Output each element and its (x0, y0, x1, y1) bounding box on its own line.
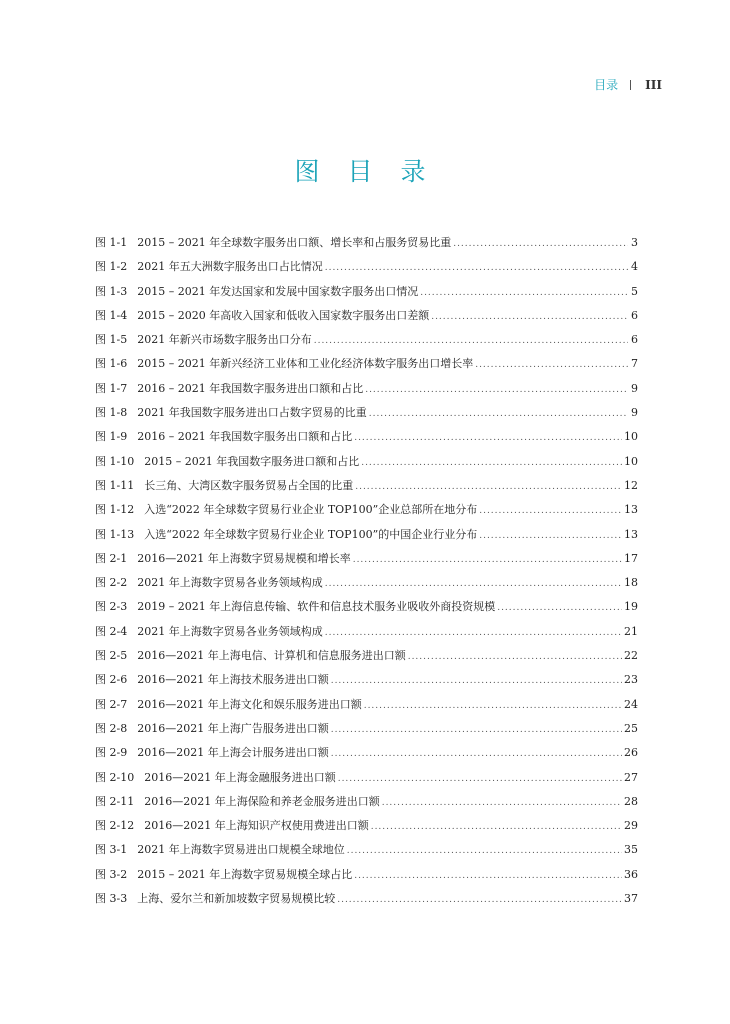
figure-title: 2015 – 2021 年上海数字贸易规模全球占比 (137, 867, 353, 881)
toc-entry[interactable] (95, 693, 638, 717)
toc-entry[interactable] (95, 547, 638, 571)
dot-leader (338, 767, 622, 791)
toc-entry[interactable] (95, 523, 638, 547)
dot-leader (331, 669, 622, 693)
figure-label: 图 1-1 (95, 236, 128, 249)
figure-title: 2016—2021 年上海文化和娱乐服务进出口额 (137, 697, 362, 711)
figure-page-number: 7 (631, 357, 638, 371)
figure-label: 图 3-1 (95, 843, 128, 857)
toc-entry[interactable] (95, 401, 638, 425)
toc-entry[interactable] (95, 863, 638, 887)
figure-page-number: 29 (624, 819, 638, 833)
figure-label: 图 3-3 (95, 892, 128, 906)
figure-page-number: 6 (631, 308, 638, 322)
figure-page-number: 23 (624, 673, 638, 687)
figure-label: 图 2-12 (95, 819, 135, 833)
figure-page-number: 4 (631, 260, 638, 274)
toc-entry[interactable] (95, 571, 638, 595)
figure-label: 图 2-11 (95, 794, 135, 808)
figure-page-number: 13 (624, 503, 638, 517)
figure-page-number: 12 (624, 478, 638, 492)
toc-entry[interactable] (95, 255, 638, 279)
figure-title: 2016—2021 年上海广告服务进出口额 (137, 721, 329, 735)
figure-page-number: 13 (624, 527, 638, 541)
figure-label: 图 2-10 (95, 770, 135, 784)
toc-entry[interactable] (95, 377, 638, 401)
figure-page-number: 10 (624, 430, 638, 444)
figure-label: 图 2-8 (95, 721, 128, 735)
dot-leader (431, 305, 628, 329)
header-separator (630, 80, 631, 90)
figure-page-number: 35 (624, 843, 638, 857)
dot-leader (347, 839, 622, 863)
figure-label: 图 1-9 (95, 430, 128, 444)
figure-page-number: 24 (624, 697, 638, 711)
toc-entry[interactable] (95, 790, 638, 814)
figure-label: 图 1-12 (95, 503, 135, 517)
toc-entry[interactable] (95, 741, 638, 765)
figure-label: 图 2-5 (95, 649, 128, 663)
figure-title: 2015 – 2021 年发达国家和发展中国家数字服务出口情况 (137, 284, 419, 298)
figure-label: 图 2-3 (95, 600, 128, 614)
figure-title: 2016—2021 年上海电信、计算机和信息服务进出口额 (137, 649, 406, 663)
figure-label: 图 1-6 (95, 357, 128, 371)
toc-entry[interactable] (95, 668, 638, 692)
figure-label: 图 1-7 (95, 381, 128, 395)
figure-title: 2021 年上海数字贸易各业务领域构成 (137, 624, 323, 638)
figure-title: 2021 年五大洲数字服务出口占比情况 (137, 260, 323, 274)
figure-label: 图 2-7 (95, 697, 128, 711)
figure-page-number: 36 (624, 867, 638, 881)
dot-leader (479, 524, 622, 548)
figure-label: 图 1-2 (95, 260, 128, 274)
figure-page-number: 28 (624, 794, 638, 808)
toc-entry[interactable] (95, 231, 638, 255)
dot-leader (337, 888, 622, 912)
figure-title: 2016—2021 年上海数字贸易规模和增长率 (137, 551, 351, 565)
toc-entry[interactable] (95, 838, 638, 862)
figure-label: 图 1-5 (95, 333, 128, 347)
figure-page-number: 9 (631, 406, 638, 420)
figure-page-number: 27 (624, 770, 638, 784)
figure-label: 图 1-11 (95, 478, 135, 492)
toc-entry[interactable] (95, 814, 638, 838)
toc-entry[interactable] (95, 474, 638, 498)
figure-label: 图 2-6 (95, 673, 128, 687)
figure-title: 2016—2021 年上海知识产权使用费进出口额 (144, 819, 369, 833)
page-title: 图 目 录 (294, 157, 436, 186)
figure-title: 2019 – 2021 年上海信息传输、软件和信息技术服务业吸收外商投资规模 (137, 600, 496, 614)
figure-title: 2021 年上海数字贸易进出口规模全球地位 (137, 843, 345, 857)
figure-label: 图 1-4 (95, 308, 128, 322)
toc-entry[interactable] (95, 328, 638, 352)
toc-entry[interactable] (95, 280, 638, 304)
figure-page-number: 10 (624, 454, 638, 468)
dot-leader (408, 645, 622, 669)
figure-title: 2015 – 2020 年高收入国家和低收入国家数字服务出口差额 (137, 308, 430, 322)
figure-label: 图 2-2 (95, 576, 128, 590)
figure-title: 2016—2021 年上海保险和养老金服务进出口额 (144, 794, 380, 808)
figure-title: 2015 – 2021 年我国数字服务进口额和占比 (144, 454, 360, 468)
toc-entry[interactable] (95, 595, 638, 619)
dot-leader (355, 475, 622, 499)
dot-leader (371, 815, 622, 839)
toc-entry[interactable] (95, 450, 638, 474)
page-number: III (645, 77, 662, 92)
figure-label: 图 1-3 (95, 284, 128, 298)
figure-title: 2016 – 2021 年我国数字服务出口额和占比 (137, 430, 353, 444)
figure-page-number: 25 (624, 721, 638, 735)
figure-title: 2015 – 2021 年全球数字服务出口额、增长率和占服务贸易比重 (137, 236, 452, 249)
figure-page-number: 22 (624, 649, 638, 663)
dot-leader (314, 329, 628, 353)
figure-title: 2021 年新兴市场数字服务出口分布 (137, 333, 312, 347)
figure-page-number: 3 (631, 236, 638, 249)
figure-page-number: 21 (624, 624, 638, 638)
figure-title: 2016—2021 年上海金融服务进出口额 (144, 770, 336, 784)
dot-leader (354, 864, 622, 888)
figure-title: 2021 年上海数字贸易各业务领域构成 (137, 576, 323, 590)
figure-page-number: 5 (631, 284, 638, 298)
figure-label: 图 3-2 (95, 867, 128, 881)
dot-leader (365, 378, 628, 402)
figure-page-number: 18 (624, 576, 638, 590)
dot-leader (325, 621, 622, 645)
figure-page-number: 6 (631, 333, 638, 347)
dot-leader (475, 353, 628, 377)
toc-entry[interactable] (95, 352, 638, 376)
figure-title: 入选“2022 年全球数字贸易行业企业 TOP100”企业总部所在地分布 (144, 503, 478, 517)
toc-entry[interactable] (95, 620, 638, 644)
dot-leader (453, 232, 628, 256)
figure-title: 上海、爱尔兰和新加坡数字贸易规模比较 (137, 892, 336, 906)
figure-title: 2016—2021 年上海技术服务进出口额 (137, 673, 329, 687)
toc-entry[interactable] (95, 644, 638, 668)
toc-entry[interactable] (95, 717, 638, 741)
figure-label: 图 2-4 (95, 624, 128, 638)
figure-label: 图 1-8 (95, 406, 128, 420)
dot-leader (420, 281, 628, 305)
running-header-section: 目录 (594, 78, 619, 92)
figure-label: 图 1-13 (95, 527, 135, 541)
figure-title: 2016 – 2021 年我国数字服务进出口额和占比 (137, 381, 364, 395)
toc-entry[interactable] (95, 425, 638, 449)
figure-label: 图 1-10 (95, 454, 135, 468)
figure-title: 2016—2021 年上海会计服务进出口额 (137, 746, 329, 760)
figure-list (95, 231, 638, 911)
figure-page-number: 17 (624, 551, 638, 565)
dot-leader (361, 451, 622, 475)
dot-leader (331, 742, 622, 766)
dot-leader (364, 694, 622, 718)
figure-title: 长三角、大湾区数字服务贸易占全国的比重 (144, 478, 354, 492)
figure-title: 入选“2022 年全球数字贸易行业企业 TOP100”的中国企业行业分布 (144, 527, 478, 541)
figure-label: 图 2-1 (95, 551, 128, 565)
dot-leader (331, 718, 622, 742)
dot-leader (382, 791, 622, 815)
toc-entry[interactable] (95, 887, 638, 911)
figure-title: 2015 – 2021 年新兴经济工业体和工业化经济体数字服务出口增长率 (137, 357, 474, 371)
running-header (594, 76, 662, 93)
figure-label: 图 2-9 (95, 746, 128, 760)
dot-leader (497, 596, 622, 620)
toc-entry[interactable] (95, 304, 638, 328)
dot-leader (479, 499, 622, 523)
figure-page-number: 37 (624, 892, 638, 906)
dot-leader (325, 256, 628, 280)
dot-leader (369, 402, 628, 426)
figure-page-number: 19 (624, 600, 638, 614)
dot-leader (353, 548, 622, 572)
figure-page-number: 26 (624, 746, 638, 760)
toc-entry[interactable] (95, 766, 638, 790)
figure-page-number: 9 (631, 381, 638, 395)
dot-leader (354, 426, 622, 450)
figure-title: 2021 年我国数字服务进出口占数字贸易的比重 (137, 406, 367, 420)
dot-leader (325, 572, 622, 596)
toc-entry[interactable] (95, 498, 638, 522)
